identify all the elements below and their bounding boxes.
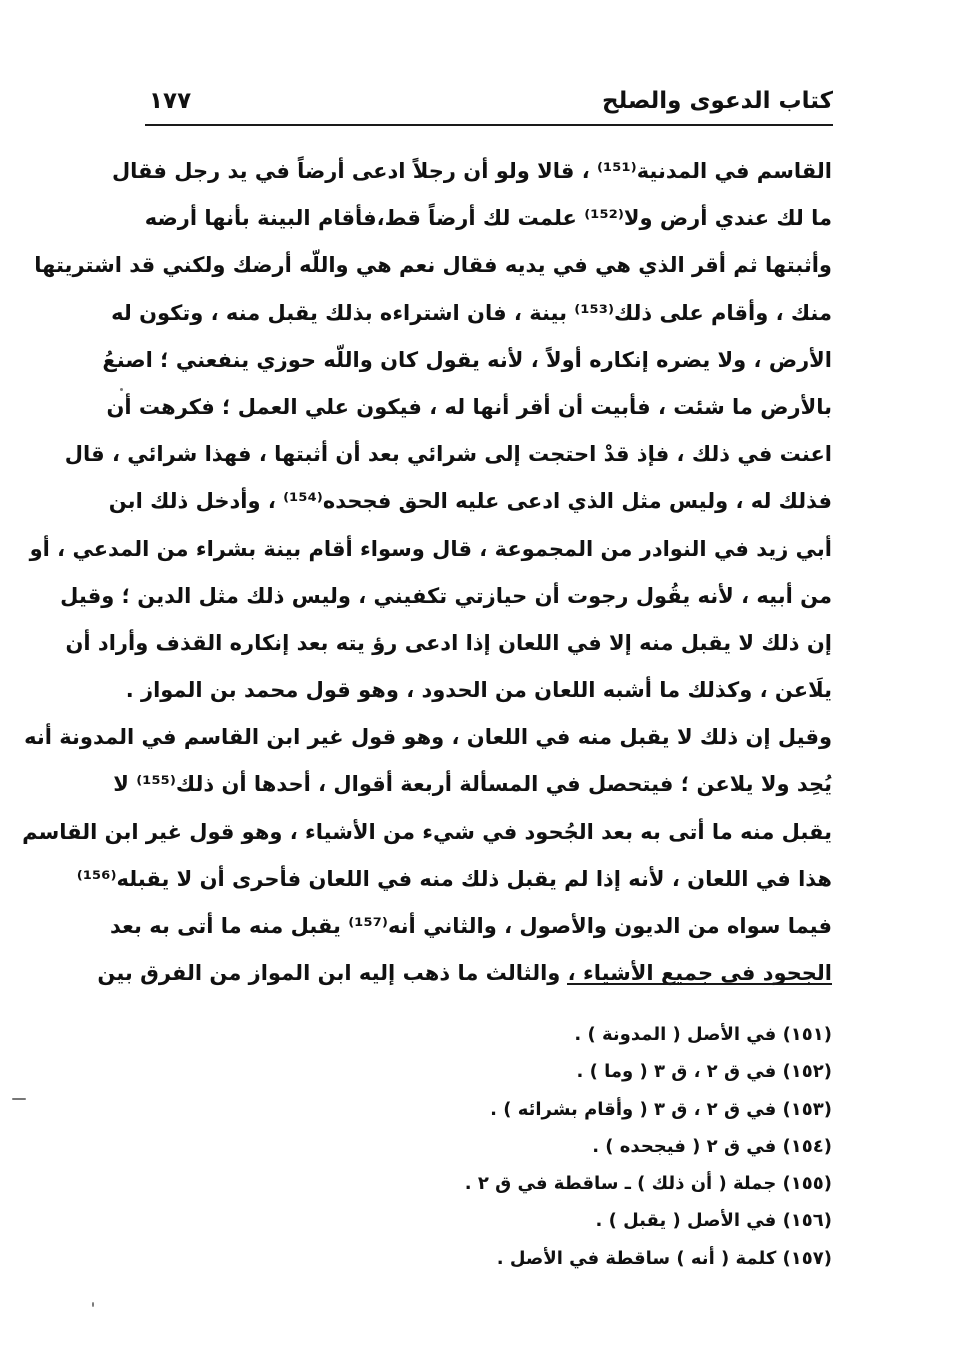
- footnote: (١٥٦) في الأصل ( يقبل ) .: [595, 1210, 832, 1232]
- footnote: (١٥٣) في ق ٢ ، ق ٣ ( وأقام بشرائه ) .: [490, 1098, 832, 1120]
- text-line: وأثبتها ثم أقر الذي هي في يديه فقال نعم هي واللّه أرضك ولكني قد اشتريتها: [34, 253, 832, 278]
- text-line: وقيل إن ذلك لا يقبل منه في اللعان ، وهو قول غير ابن القاسم في المدونة أنه: [24, 725, 832, 750]
- footnote: (١٥٧) كلمة ( أنه ) ساقطة في الأصل .: [496, 1247, 832, 1269]
- text-line: من أبيه ، لأنه يقُول رجوت أن حيازتي تكفيني ، وليس ذلك مثل الدين ؛ وقيل: [60, 583, 832, 608]
- page-number: ١٧٧: [149, 88, 192, 114]
- text-line: الجحود في جميع الأشياء ، والثالث ما ذهب إليه ابن المواز من الفرق بين: [97, 961, 832, 986]
- scan-speck: [120, 388, 123, 391]
- main-text-block: [22, 148, 832, 997]
- text-line: يقبل منه ما أتى به بعد الجُحود في شيء من الأشياء ، وهو قول غير ابن القاسم: [22, 819, 832, 844]
- text-line: اعنت في ذلك ، فإذ قدْ احتجت إلى شرائي بعد أن أثبتها ، فهذا شرائي ، قال: [64, 442, 832, 467]
- footnote: (١٥٢) في ق ٢ ، ق ٣ ( وما ) .: [576, 1061, 832, 1083]
- footnote: (١٥١) في الأصل ( المدونة ) .: [574, 1024, 832, 1045]
- text-line: إن ذلك لا يقبل منه إلا في اللعان إذا ادعى رؤ يته بعد إنكاره القذف وأراد أن: [65, 630, 832, 655]
- text-line: أبي زيد في النوادر من المجموعة ، قال وسواء أقام بينة بشراء من المدعي ، أو: [29, 536, 832, 561]
- text-line: فيما سواه من الديون والأصول ، والثاني أنه⁽¹⁵⁷⁾ يقبل منه ما أتى به بعد: [110, 914, 832, 938]
- footnote: (١٥٥) جملة ( أن ذلك ) ـ ساقطة في ق ٢ .: [464, 1173, 832, 1195]
- text-line: يُحِد ولا يلاعن ؛ فيتحصل في المسألة أربعة أقوال ، أحدها أن ذلك⁽¹⁵⁵⁾ لا: [113, 772, 832, 797]
- footnote: (١٥٤) في ق ٢ ( فيجحده ) .: [592, 1135, 832, 1157]
- book-section-title: كتاب الدعوى والصلح: [602, 88, 833, 114]
- footnote-separator: [567, 983, 832, 985]
- text-line: ما لك عندي أرض ولا⁽¹⁵²⁾ علمت لك أرضاً قط،فأقام البينة بأنها أرضه: [144, 206, 832, 231]
- footnotes-block: [372, 1016, 832, 1277]
- text-line: هذا في اللعان ، لأنه إذا لم يقبل ذلك منه في اللعان فأحرى أن لا يقبله⁽¹⁵⁶⁾: [76, 866, 832, 891]
- running-header: [145, 84, 833, 126]
- scan-speck: [12, 1098, 26, 1100]
- text-line: منك ، وأقام على ذلك⁽¹⁵³⁾ بينة ، فان اشتراءه بذلك يقبل منه ، وتكون له: [111, 300, 832, 325]
- text-line: يلَاعن ، وكذلك ما أشبه اللعان من الحدود ، وهو قول محمد بن المواز .: [125, 678, 832, 703]
- text-line: القاسم في المدنية⁽¹⁵¹⁾ ، قالا ولو أن رجلاً ادعى أرضاً في يد رجل فقال: [111, 159, 832, 183]
- text-line: بالأرض ما شئت ، فأبيت أن أقر أنها له ، فيكون علي العمل ؛ فكرهت أن: [106, 394, 832, 419]
- scan-speck: [92, 1302, 94, 1307]
- text-line: فذلك له ، وليس مثل الذي ادعى عليه الحق فجحده⁽¹⁵⁴⁾ ، وأدخل ذلك ابن: [108, 489, 832, 514]
- text-line: الأرض ، ولا يضره إنكاره أولاً ، لأنه يقول كان واللّه حوزي ينفعني ؛ اصنعُ: [102, 347, 832, 372]
